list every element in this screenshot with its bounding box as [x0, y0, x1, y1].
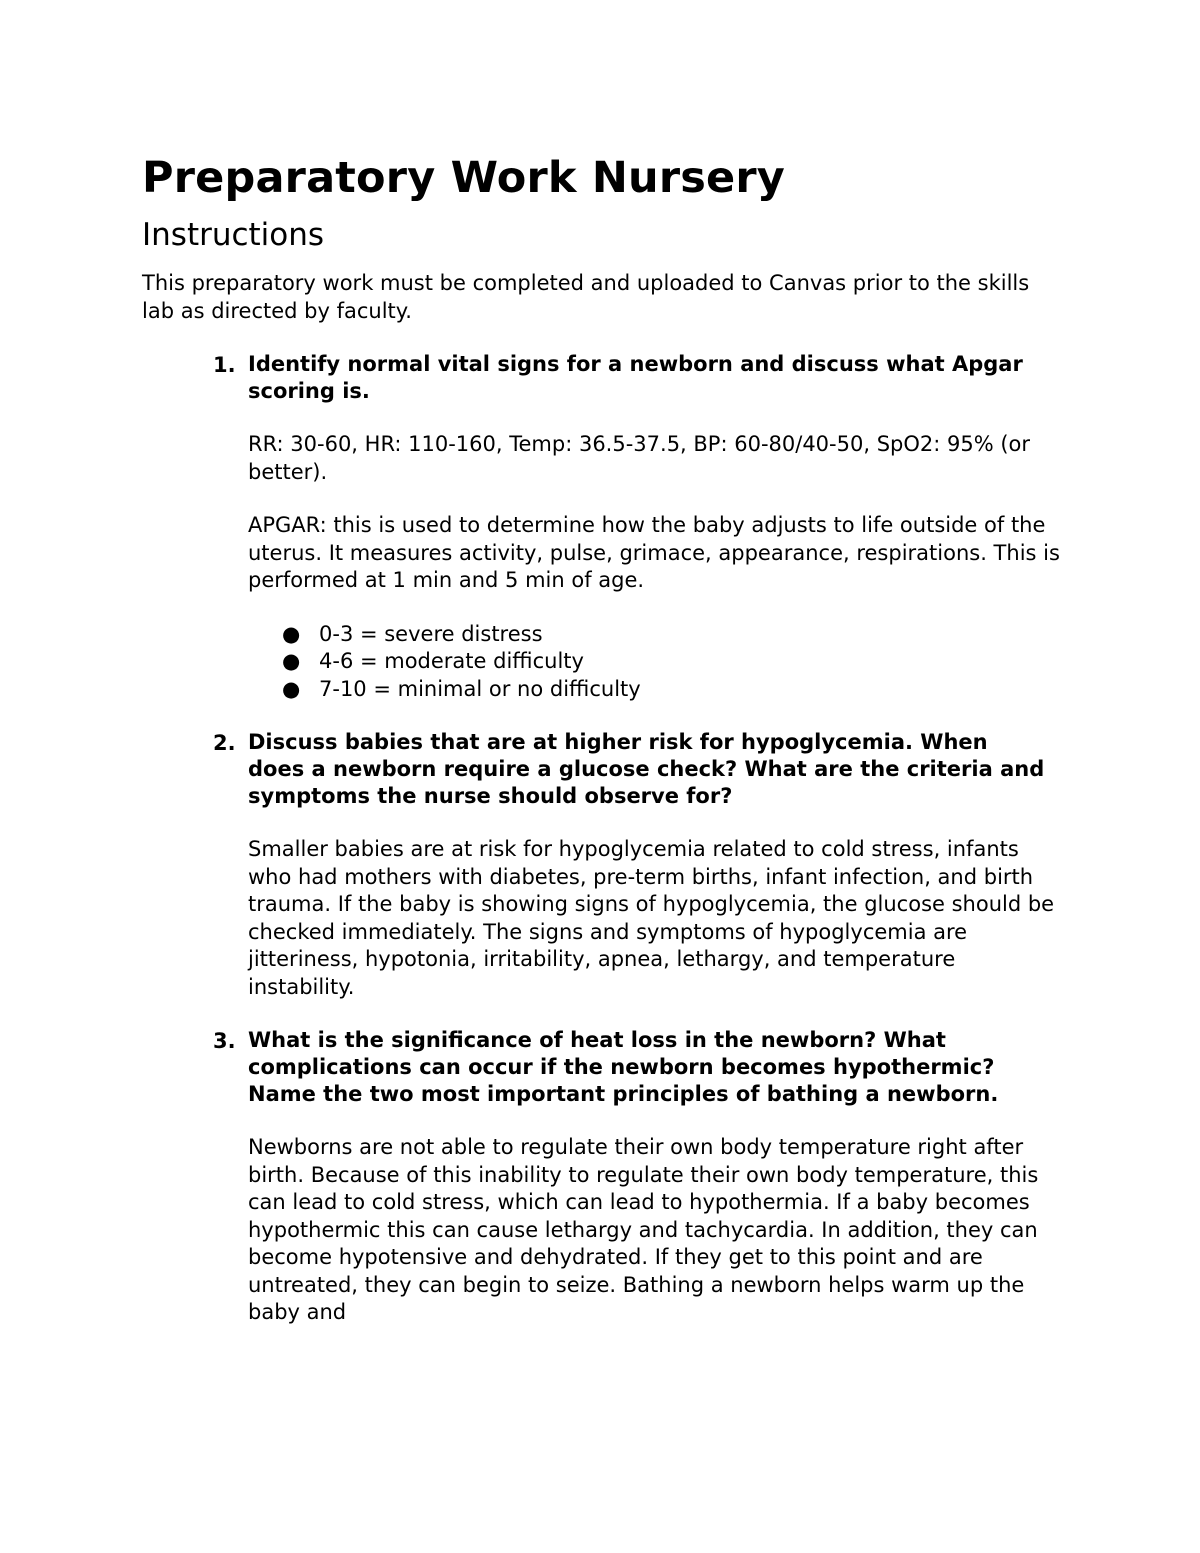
score-text: 4-6 = moderate difficulty — [319, 649, 584, 673]
question-item-2 — [142, 729, 1082, 1001]
instructions-paragraph: This preparatory work must be completed and uploaded to Canvas prior to the skills lab as directed by faculty. — [142, 271, 1030, 323]
question-list — [142, 351, 1082, 1327]
answer-vitals: RR: 30-60, HR: 110-160, Temp: 36.5-37.5, BP: 60-80/40-50, SpO2: 95% (or better). — [248, 432, 1031, 484]
question-item-1 — [142, 351, 1082, 703]
question-number: 2. — [213, 731, 236, 755]
answer-text: Smaller babies are at risk for hypoglycemia related to cold stress, infants who had mothers with diabetes, pre-term births, infant infection, and birth trauma. If the baby is showing signs of hypoglycemia, the glucose should be checked immediately. The signs and symptoms of hypoglycemia are jitteriness, hypotonia, irritability, apnea, lethargy, and temperature instability. — [248, 837, 1055, 999]
score-text: 7-10 = minimal or no difficulty — [319, 676, 641, 701]
bullet-icon: ● — [282, 649, 301, 673]
answer-text: Newborns are not able to regulate their own body temperature right after birth. Because of this inability to regulate their own body temperature, this can lead to cold stress, which can lead to hypothermia. If a baby becomes hypothermic this can cause lethargy and tachycardia. In addition, they can become hypotensive and dehydrated. If they get to this point and are untreated, they can begin to seize. Bathing a newborn helps warm up the baby and — [248, 1135, 1039, 1324]
list-item — [248, 676, 1082, 704]
question-text: Identify normal vital signs for a newborn and discuss what Apgar scoring is. — [248, 352, 1023, 403]
list-item — [248, 648, 1082, 676]
instructions-heading: Instructions — [142, 217, 325, 253]
bullet-icon: ● — [282, 621, 301, 646]
score-text: 0-3 = severe distress — [319, 621, 543, 646]
question-number: 1. — [213, 353, 236, 377]
document-title: Preparatory Work Nursery — [142, 153, 786, 203]
bullet-icon: ● — [282, 676, 301, 701]
document-page — [142, 150, 1082, 1353]
answer-apgar: APGAR: this is used to determine how the baby adjusts to life outside of the uterus. It measures activity, pulse, grimace, appearance, respirations. This is performed at 1 min and 5 min of age. — [248, 513, 1060, 592]
question-number: 3. — [213, 1029, 236, 1053]
question-text: Discuss babies that are at higher risk for hypoglycemia. When does a newborn require a glucose check? What are the criteria and symptoms the nurse should observe for? — [248, 730, 1045, 808]
question-text: What is the significance of heat loss in the newborn? What complications can occur if the newborn becomes hypothermic? Name the two most important principles of bathing a newborn. — [248, 1028, 999, 1106]
list-item — [248, 621, 1082, 649]
question-item-3 — [142, 1027, 1082, 1327]
apgar-score-list — [248, 621, 1082, 704]
